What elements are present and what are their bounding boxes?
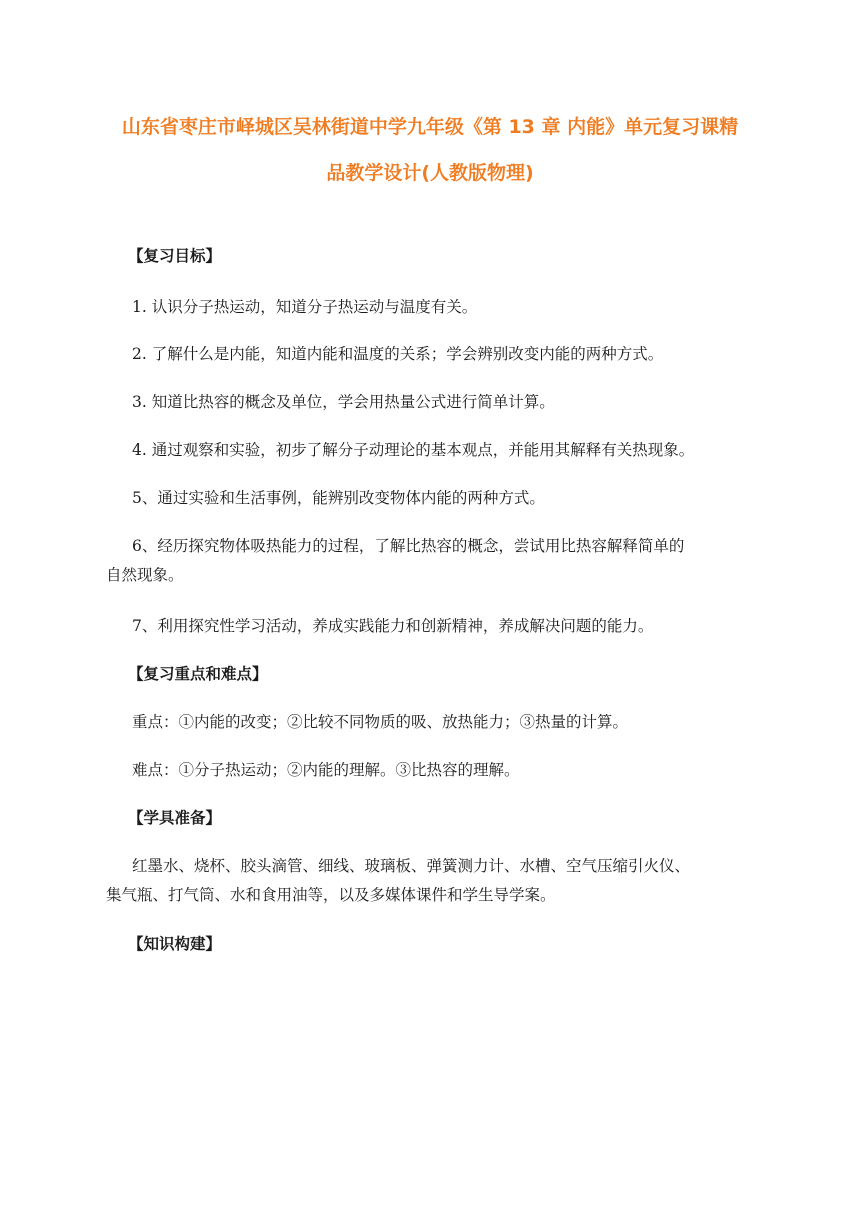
objective-item-1: 1. 认识分子热运动，知道分子热运动与温度有关。	[132, 298, 478, 316]
keypoints-heading: 【复习重点和难点】	[128, 664, 268, 683]
knowledge-heading: 【知识构建】	[128, 934, 222, 953]
materials-line-1: 红墨水、烧杯、胶头滴管、细线、玻璃板、弹簧测力计、水槽、空气压缩引火仪、	[132, 857, 691, 875]
objective-item-7: 7、利用探究性学习活动，养成实践能力和创新精神，养成解决问题的能力。	[132, 617, 654, 635]
objective-item-3: 3. 知道比热容的概念及单位，学会用热量公式进行简单计算。	[132, 393, 555, 411]
difficult-point: 难点：①分子热运动；②内能的理解。③比热容的理解。	[132, 761, 520, 779]
objective-item-2: 2. 了解什么是内能，知道内能和温度的关系；学会辨别改变内能的两种方式。	[132, 345, 664, 363]
materials-heading: 【学具准备】	[128, 808, 222, 827]
objective-item-6-continued: 自然现象。	[106, 566, 184, 584]
objective-item-5: 5、通过实验和生活事例，能辨别改变物体内能的两种方式。	[132, 489, 545, 507]
objective-item-6: 6、经历探究物体吸热能力的过程，了解比热容的概念，尝试用比热容解释简单的	[132, 537, 685, 555]
objectives-heading: 【复习目标】	[128, 246, 222, 265]
materials-line-2: 集气瓶、打气筒、水和食用油等，以及多媒体课件和学生导学案。	[106, 886, 556, 904]
document-title-line-1: 山东省枣庄市峄城区吴林街道中学九年级《第 13 章 内能》单元复习课精	[121, 116, 739, 138]
key-point: 重点：①内能的改变；②比较不同物质的吸、放热能力；③热量的计算。	[132, 713, 629, 731]
document-title-line-2: 品教学设计(人教版物理)	[326, 162, 534, 184]
objective-item-4: 4. 通过观察和实验，初步了解分子动理论的基本观点，并能用其解释有关热现象。	[132, 441, 695, 459]
